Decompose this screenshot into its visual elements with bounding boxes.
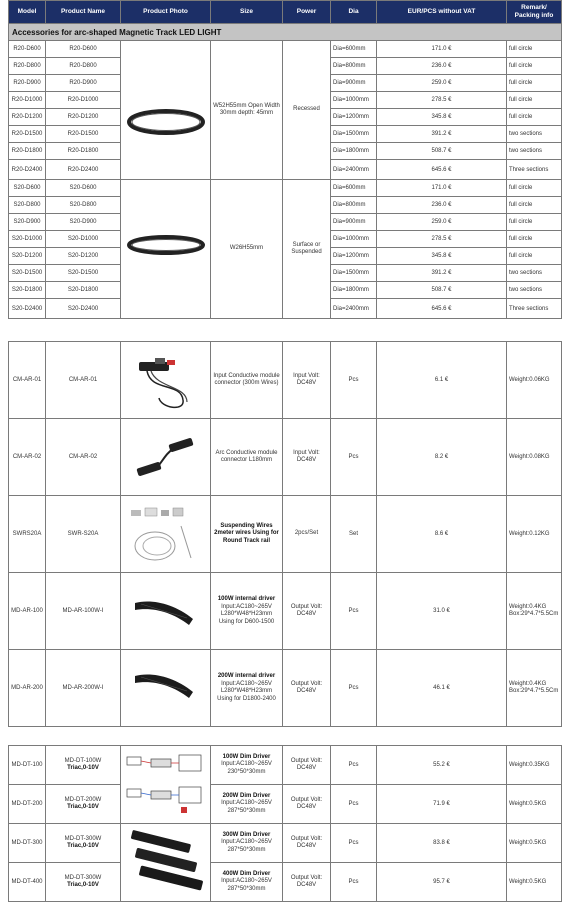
remark-cell: Weight:0.06KG	[507, 342, 562, 419]
remark-cell: two sections	[507, 265, 562, 282]
price-cell: 508.7 €	[377, 143, 507, 160]
dia-cell: Dia=800mm	[331, 197, 377, 214]
driver-icon	[121, 650, 211, 726]
table-row	[9, 41, 562, 58]
table-row	[9, 863, 562, 902]
driver-icon	[121, 573, 211, 649]
price-cell: 645.6 €	[377, 160, 507, 180]
size-detail: Input:AC180~265V 287*50*30mm	[221, 839, 272, 853]
table-row	[9, 342, 562, 419]
price-cell: 171.0 €	[377, 41, 507, 58]
remark-cell: full circle	[507, 248, 562, 265]
model-cell: CM-AR-01	[9, 342, 46, 419]
name-cell: R20-D1000	[46, 92, 121, 109]
size-cell: W52H55mm Open Width 30mm depth: 45mm	[211, 41, 283, 180]
price-cell: 645.6 €	[377, 299, 507, 319]
table-dim-drivers	[8, 745, 562, 902]
model-cell: MD-DT-200	[9, 785, 46, 824]
table-row	[9, 496, 562, 573]
name-cell: R20-D1200	[46, 109, 121, 126]
dia-cell: Dia=1800mm	[331, 282, 377, 299]
col-power: Power	[283, 1, 331, 24]
name-line2: Triac,0-10V	[67, 843, 99, 849]
ring-photo-surface	[121, 180, 211, 319]
size-title: 200W Dim Driver	[222, 792, 271, 799]
col-remark: Remark/ Packing info	[507, 1, 562, 24]
name-cell: S20-D1500	[46, 265, 121, 282]
name-cell: CM-AR-02	[46, 419, 121, 496]
size-cell	[211, 746, 283, 785]
arc-connector-photo	[121, 419, 211, 496]
dia-cell: Dia=600mm	[331, 180, 377, 197]
suspending-wires-photo	[121, 496, 211, 573]
table-arc-track	[8, 0, 562, 319]
name-line1: MD-DT-200W	[64, 796, 102, 803]
dia-cell: Dia=900mm	[331, 75, 377, 92]
model-cell: MD-AR-200	[9, 650, 46, 727]
remark-cell: two sections	[507, 126, 562, 143]
power-cell: Input Volt: DC48V	[283, 342, 331, 419]
power-cell: Output Volt: DC48V	[283, 650, 331, 727]
wiring-diagram-photo	[121, 746, 211, 824]
remark-cell: Weight:0.4KG Box:29*4.7*5.5Cm	[507, 573, 562, 650]
power-cell: Output Volt: DC48V	[283, 746, 331, 785]
dia-cell: Pcs	[331, 650, 377, 727]
dia-cell: Dia=600mm	[331, 41, 377, 58]
power-cell: Output Volt: DC48V	[283, 573, 331, 650]
remark-cell: Three sections	[507, 299, 562, 319]
dia-cell: Pcs	[331, 824, 377, 863]
price-cell: 6.1 €	[377, 342, 507, 419]
remark-cell: full circle	[507, 92, 562, 109]
dim-driver-photo	[121, 824, 211, 902]
name-cell: S20-D2400	[46, 299, 121, 319]
price-cell: 508.7 €	[377, 282, 507, 299]
remark-cell: Weight:0.12KG	[507, 496, 562, 573]
name-cell: R20-D1500	[46, 126, 121, 143]
table-row	[9, 746, 562, 785]
price-cell: 278.5 €	[377, 231, 507, 248]
name-cell: R20-D900	[46, 75, 121, 92]
model-cell: CM-AR-02	[9, 419, 46, 496]
power-cell: 2pcs/Set	[283, 496, 331, 573]
model-cell: R20-D600	[9, 41, 46, 58]
table-row	[9, 419, 562, 496]
name-line1: MD-DT-300W	[64, 874, 102, 881]
price-cell: 391.2 €	[377, 126, 507, 143]
dia-cell: Pcs	[331, 746, 377, 785]
model-cell: R20-D900	[9, 75, 46, 92]
name-cell	[46, 863, 121, 902]
connector-icon	[121, 342, 211, 418]
size-cell: Input Conductive module connector (300m Wires)	[211, 342, 283, 419]
size-cell	[211, 573, 283, 650]
power-cell: Input Volt: DC48V	[283, 419, 331, 496]
name-cell: SWR-S20A	[46, 496, 121, 573]
name-cell: R20-D2400	[46, 160, 121, 180]
table-row	[9, 650, 562, 727]
remark-cell: full circle	[507, 75, 562, 92]
dim-driver-icon	[121, 825, 211, 901]
price-cell: 259.0 €	[377, 214, 507, 231]
dia-cell: Pcs	[331, 342, 377, 419]
power-cell: Output Volt: DC48V	[283, 785, 331, 824]
name-cell: S20-D600	[46, 180, 121, 197]
dia-cell: Dia=1200mm	[331, 248, 377, 265]
dia-cell: Dia=2400mm	[331, 299, 377, 319]
col-price: EUR/PCS without VAT	[377, 1, 507, 24]
name-cell: R20-D600	[46, 41, 121, 58]
model-cell: R20-D1200	[9, 109, 46, 126]
remark-cell: Weight:0.5KG	[507, 785, 562, 824]
remark-cell: Three sections	[507, 160, 562, 180]
name-cell: R20-D1800	[46, 143, 121, 160]
size-title: 400W Dim Driver	[222, 870, 271, 877]
size-detail: Input:AC180~265V L280*W48*H23mm Using for D600-1500	[218, 603, 275, 625]
model-cell: MD-DT-400	[9, 863, 46, 902]
price-cell: 8.2 €	[377, 419, 507, 496]
model-cell: MD-DT-100	[9, 746, 46, 785]
internal-driver-photo	[121, 573, 211, 650]
name-cell	[46, 824, 121, 863]
model-cell: R20-D2400	[9, 160, 46, 180]
col-size: Size	[211, 1, 283, 24]
price-cell: 236.0 €	[377, 197, 507, 214]
table-row	[9, 180, 562, 197]
name-line2: Triac,0-10V	[67, 882, 99, 888]
price-cell: 71.9 €	[377, 785, 507, 824]
name-line2: Triac,0-10V	[67, 765, 99, 771]
name-cell: S20-D900	[46, 214, 121, 231]
remark-cell: Weight:0.5KG	[507, 863, 562, 902]
remark-cell: full circle	[507, 180, 562, 197]
size-detail: Input:AC180~265V 230*50*30mm	[221, 761, 272, 775]
col-model: Model	[9, 1, 46, 24]
name-cell: R20-D800	[46, 58, 121, 75]
ring-icon	[121, 42, 211, 178]
power-cell: Recessed	[283, 41, 331, 180]
size-detail: Input:AC180~265V L280*W48*H23mm Using for D1800-2400	[217, 680, 276, 702]
price-cell: 8.6 €	[377, 496, 507, 573]
dia-cell: Dia=800mm	[331, 58, 377, 75]
price-cell: 236.0 €	[377, 58, 507, 75]
price-cell: 55.2 €	[377, 746, 507, 785]
model-cell: MD-AR-100	[9, 573, 46, 650]
name-cell: S20-D1800	[46, 282, 121, 299]
size-title: 100W internal driver	[217, 596, 276, 602]
size-cell	[211, 824, 283, 863]
col-dia: Dia	[331, 1, 377, 24]
dia-cell: Dia=1200mm	[331, 109, 377, 126]
power-cell: Output Volt: DC48V	[283, 863, 331, 902]
remark-cell: Weight:0.08KG	[507, 419, 562, 496]
model-cell: S20-D1200	[9, 248, 46, 265]
remark-cell: two sections	[507, 143, 562, 160]
dia-cell: Dia=2400mm	[331, 160, 377, 180]
model-cell: S20-D1000	[9, 231, 46, 248]
connector-photo	[121, 342, 211, 419]
size-cell	[211, 863, 283, 902]
remark-cell: Weight:0.35KG	[507, 746, 562, 785]
price-cell: 95.7 €	[377, 863, 507, 902]
size-cell	[211, 785, 283, 824]
price-cell: 83.8 €	[377, 824, 507, 863]
size-title: 200W internal driver	[217, 673, 276, 679]
dia-cell: Dia=900mm	[331, 214, 377, 231]
remark-cell: full circle	[507, 109, 562, 126]
size-cell: W26H55mm	[211, 180, 283, 319]
dia-cell: Dia=1000mm	[331, 231, 377, 248]
power-cell: Output Volt: DC48V	[283, 824, 331, 863]
table-row	[9, 785, 562, 824]
dia-cell: Dia=1000mm	[331, 92, 377, 109]
dia-cell: Dia=1500mm	[331, 265, 377, 282]
col-product-photo: Product Photo	[121, 1, 211, 24]
price-cell: 171.0 €	[377, 180, 507, 197]
model-cell: S20-D2400	[9, 299, 46, 319]
remark-cell: full circle	[507, 214, 562, 231]
price-cell: 345.8 €	[377, 109, 507, 126]
remark-cell: full circle	[507, 197, 562, 214]
name-cell: S20-D800	[46, 197, 121, 214]
remark-cell: Weight:0.4KG Box:29*4.7*5.5Cm	[507, 650, 562, 727]
name-line1: MD-DT-100W	[64, 757, 102, 764]
wire-kit-icon	[121, 496, 211, 572]
section-title: Accessories for arc-shaped Magnetic Track LED LIGHT	[9, 24, 562, 41]
model-cell: MD-DT-300	[9, 824, 46, 863]
model-cell: SWRS20A	[9, 496, 46, 573]
ring-icon	[121, 181, 211, 317]
name-line1: MD-DT-300W	[64, 835, 102, 842]
model-cell: S20-D1500	[9, 265, 46, 282]
arc-connector-icon	[121, 419, 211, 495]
size-detail: Input:AC180~265V 287*50*30mm	[221, 878, 272, 892]
price-cell: 31.0 €	[377, 573, 507, 650]
dia-cell: Pcs	[331, 863, 377, 902]
model-cell: S20-D1800	[9, 282, 46, 299]
col-product-name: Product Name	[46, 1, 121, 24]
remark-cell: full circle	[507, 231, 562, 248]
name-cell: S20-D1000	[46, 231, 121, 248]
price-cell: 46.1 €	[377, 650, 507, 727]
dia-cell: Pcs	[331, 785, 377, 824]
dia-cell: Dia=1500mm	[331, 126, 377, 143]
model-cell: S20-D900	[9, 214, 46, 231]
price-cell: 259.0 €	[377, 75, 507, 92]
dia-cell: Pcs	[331, 573, 377, 650]
size-cell: Arc Conductive module connector L180mm	[211, 419, 283, 496]
name-line2: Triac,0-10V	[67, 804, 99, 810]
remark-cell: Weight:0.5KG	[507, 824, 562, 863]
remark-cell: two sections	[507, 282, 562, 299]
table-row	[9, 824, 562, 863]
name-cell: MD-AR-200W-I	[46, 650, 121, 727]
size-detail: Input:AC180~265V 287*50*30mm	[221, 800, 272, 814]
model-cell: R20-D1500	[9, 126, 46, 143]
model-cell: S20-D800	[9, 197, 46, 214]
size-cell: Suspending Wires 2meter wires Using for Round Track rail	[211, 496, 283, 573]
remark-cell: full circle	[507, 58, 562, 75]
size-title: 100W Dim Driver	[222, 753, 271, 760]
table-accessories	[8, 341, 562, 727]
name-cell: CM-AR-01	[46, 342, 121, 419]
dia-cell: Dia=1800mm	[331, 143, 377, 160]
price-cell: 391.2 €	[377, 265, 507, 282]
size-title: 300W Dim Driver	[222, 831, 271, 838]
model-cell: S20-D600	[9, 180, 46, 197]
name-cell: S20-D1200	[46, 248, 121, 265]
remark-cell: full circle	[507, 41, 562, 58]
ring-photo-recessed	[121, 41, 211, 180]
name-cell	[46, 746, 121, 785]
internal-driver-photo	[121, 650, 211, 727]
power-cell: Surface or Suspended	[283, 180, 331, 319]
model-cell: R20-D800	[9, 58, 46, 75]
model-cell: R20-D1000	[9, 92, 46, 109]
dia-cell: Set	[331, 496, 377, 573]
header-row	[9, 1, 562, 24]
price-cell: 278.5 €	[377, 92, 507, 109]
wiring-diagram-icon	[121, 747, 211, 823]
name-cell	[46, 785, 121, 824]
model-cell: R20-D1800	[9, 143, 46, 160]
size-cell	[211, 650, 283, 727]
price-cell: 345.8 €	[377, 248, 507, 265]
dia-cell: Pcs	[331, 419, 377, 496]
name-cell: MD-AR-100W-I	[46, 573, 121, 650]
table-row	[9, 573, 562, 650]
